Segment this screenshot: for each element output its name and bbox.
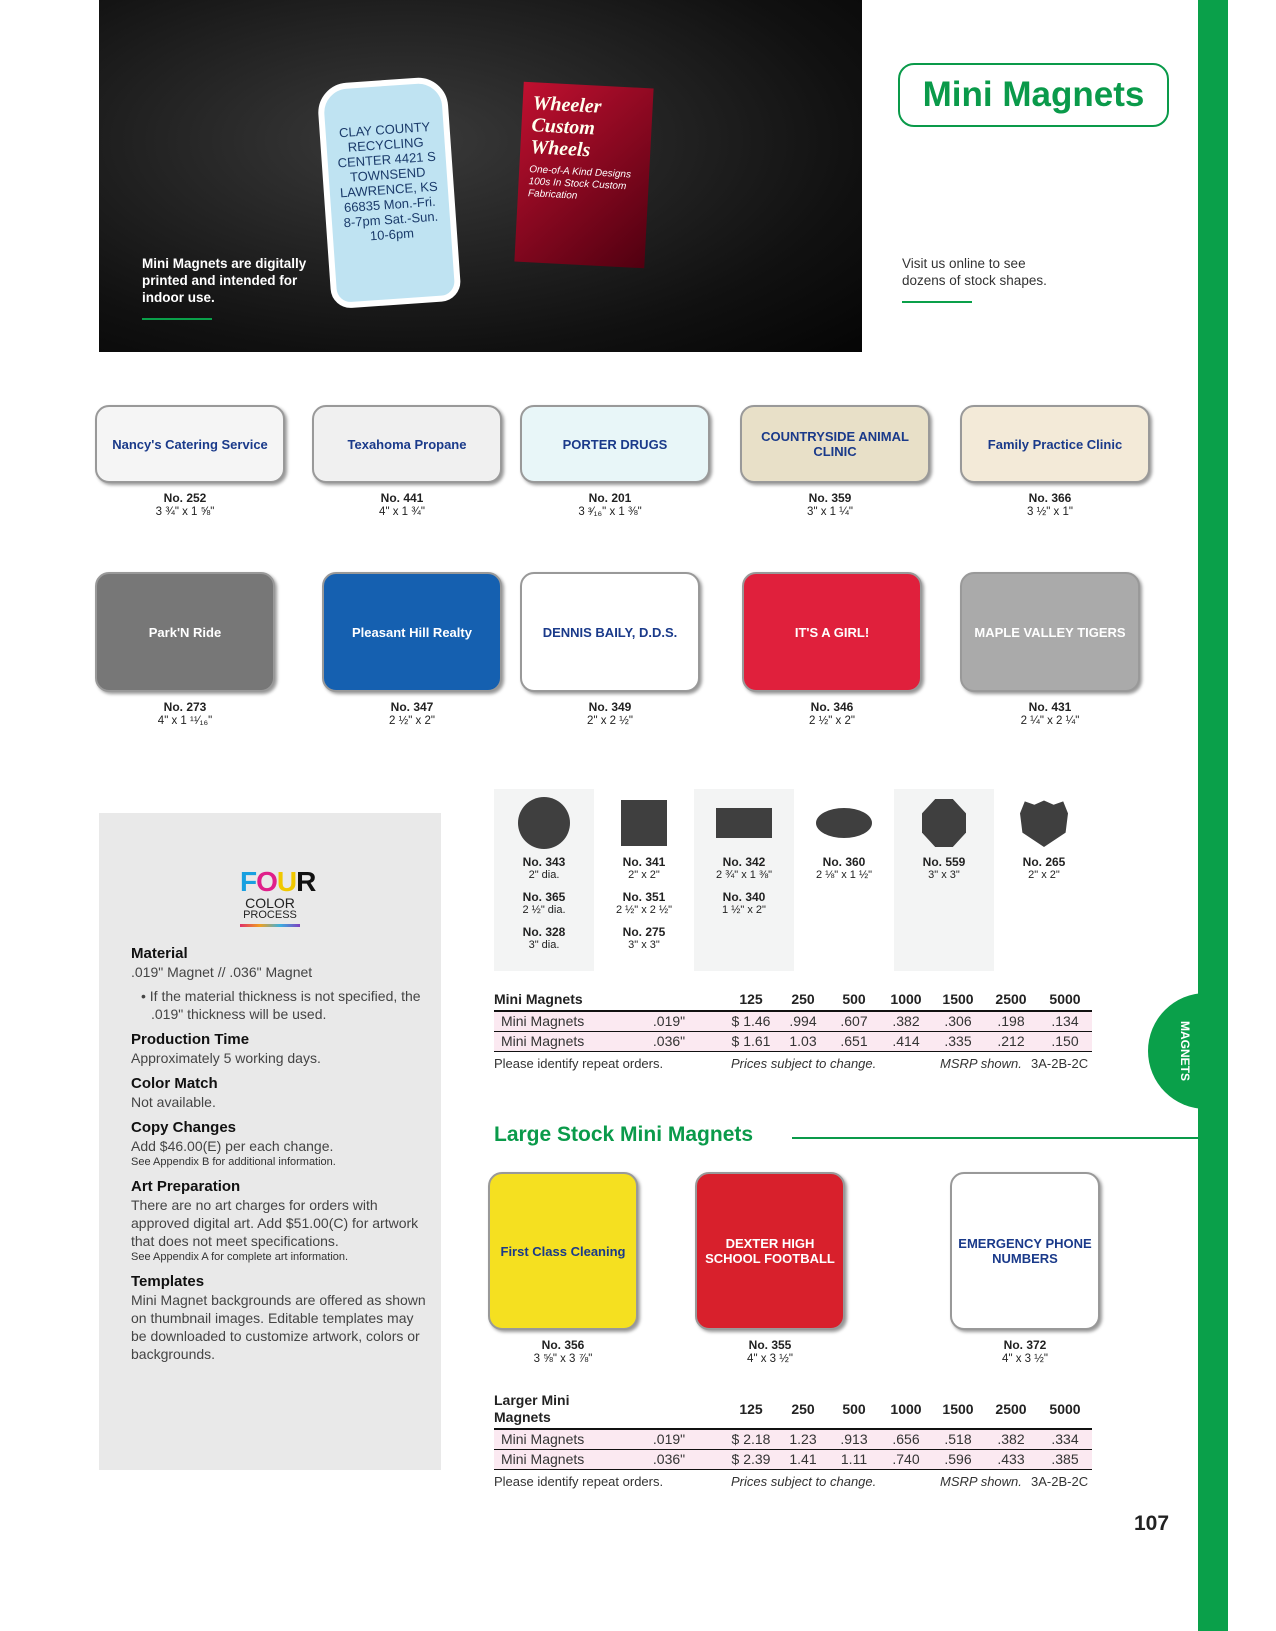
table-cell: .335	[932, 1032, 984, 1052]
product-image	[742, 572, 922, 692]
hero-caption	[142, 255, 307, 320]
logo-rainbow	[240, 924, 300, 927]
product-item[interactable]	[742, 572, 922, 728]
visit-note	[902, 255, 1072, 303]
product-size: 2" x 2 ½"	[587, 715, 633, 727]
column-header	[614, 1391, 724, 1429]
shape-4-icon	[922, 799, 966, 847]
column-header: 5000	[1038, 1391, 1092, 1429]
material-note: • If the material thickness is not specified, the .019" thickness will be used.	[141, 988, 421, 1022]
price-change-note: Prices subject to change.	[731, 1056, 877, 1071]
price-change-note: Prices subject to change.	[731, 1474, 877, 1489]
shape-column	[794, 789, 894, 971]
product-image-label: IT'S A GIRL!	[794, 624, 870, 640]
product-size: 4" x 1 ¾"	[379, 506, 425, 518]
product-image-label: Family Practice Clinic	[987, 436, 1123, 452]
logo-four: FOUR	[240, 866, 316, 897]
msrp-note: MSRP shown.	[940, 1474, 1022, 1489]
column-header: 2500	[984, 1391, 1038, 1429]
shape-list	[494, 855, 594, 952]
shape-list	[794, 855, 894, 882]
product-size: 3 ¾" x 1 ⅝"	[155, 506, 215, 518]
table-row	[494, 1450, 1092, 1470]
product-image	[950, 1172, 1100, 1330]
product-size: 3" x 1 ¼"	[807, 506, 853, 518]
table-cell: Mini Magnets	[494, 1450, 614, 1470]
column-header: 500	[828, 990, 880, 1011]
product-image-label: PORTER DRUGS	[562, 436, 668, 452]
product-image	[322, 572, 502, 692]
table-cell: Mini Magnets	[494, 1011, 614, 1032]
table-cell: .306	[932, 1011, 984, 1032]
caption-text: Mini Magnets are digitally printed and intended for indoor use.	[142, 256, 307, 305]
shape-item[interactable]	[994, 855, 1094, 882]
product-number: No. 252	[163, 491, 207, 505]
shape-number: No. 559	[922, 855, 966, 869]
column-header: 1000	[880, 990, 932, 1011]
product-number: No. 359	[808, 491, 852, 505]
material-heading: Material	[131, 945, 188, 962]
product-size: 3 ⅝" x 3 ⅞"	[533, 1353, 593, 1365]
shape-number: No. 365	[522, 890, 566, 904]
table-cell: .740	[880, 1450, 932, 1470]
table-row	[494, 1429, 1092, 1450]
column-header: 2500	[984, 990, 1038, 1011]
page-title: Mini Magnets	[898, 63, 1169, 127]
table-cell: .334	[1038, 1429, 1092, 1450]
product-number: No. 355	[748, 1338, 792, 1352]
product-number: No. 273	[163, 700, 207, 714]
section-tab-magnets[interactable]	[1148, 993, 1228, 1109]
shape-5-icon	[1020, 799, 1068, 847]
price-block-table1	[494, 990, 1092, 1074]
price-code: 3A-2B-2C	[1031, 1056, 1089, 1071]
column-header: 1500	[932, 990, 984, 1011]
product-image	[95, 405, 285, 483]
product-image-label: MAPLE VALLEY TIGERS	[974, 624, 1126, 640]
shape-item[interactable]	[894, 855, 994, 882]
column-header: 1000	[880, 1391, 932, 1429]
visit-text: Visit us online to see dozens of stock shapes.	[902, 256, 1047, 288]
product-item[interactable]	[960, 405, 1140, 519]
shape-column	[494, 789, 594, 971]
column-header: Mini Magnets	[494, 990, 614, 1011]
templates-heading: Templates	[131, 1273, 205, 1290]
column-header: 5000	[1038, 990, 1092, 1011]
column-header: 250	[778, 990, 828, 1011]
product-image	[740, 405, 930, 483]
shape-item[interactable]	[494, 925, 594, 952]
table-cell: $ 2.18	[724, 1429, 778, 1450]
shape-item[interactable]	[494, 855, 594, 882]
product-number: No. 349	[588, 700, 632, 714]
product-number: No. 201	[588, 491, 632, 505]
column-header: 500	[828, 1391, 880, 1429]
shape-item[interactable]	[594, 855, 694, 882]
shape-list	[894, 855, 994, 882]
price-table-table1	[494, 990, 1092, 1052]
sign-title: Wheeler Custom Wheels	[529, 92, 603, 162]
caption-rule	[142, 318, 212, 320]
product-image-label: EMERGENCY PHONE NUMBERS	[958, 1236, 1092, 1266]
product-item[interactable]	[473, 1172, 653, 1366]
shape-size: 3" x 3"	[628, 939, 660, 951]
table-cell: 1.41	[778, 1450, 828, 1470]
shape-size: 2 ⅛" x 1 ½"	[815, 869, 873, 881]
logo-color: COLOR	[245, 895, 295, 911]
shape-number: No. 340	[722, 890, 766, 904]
product-size: 2 ½" x 2"	[809, 715, 855, 727]
copy-changes-heading: Copy Changes	[131, 1119, 237, 1136]
specs-list	[131, 944, 431, 1363]
product-number: No. 372	[1003, 1338, 1047, 1352]
product-number: No. 441	[380, 491, 424, 505]
table-cell: .651	[828, 1032, 880, 1052]
sign-text: One-of-A Kind Designs 100s In Stock Custom Fabrication	[527, 164, 632, 202]
templates-text: Mini Magnet backgrounds are offered as shown on thumbnail images. Editable templates may be downloaded to customize artwork, colors or backgrounds.	[131, 1292, 426, 1362]
table-cell: .382	[880, 1011, 932, 1032]
table-row	[494, 1011, 1092, 1032]
shape-size: 2 ½" dia.	[522, 904, 566, 916]
table-cell: Mini Magnets	[494, 1429, 614, 1450]
table-cell: .913	[828, 1429, 880, 1450]
product-number: No. 347	[390, 700, 434, 714]
table-cell: .036"	[614, 1032, 724, 1052]
product-item[interactable]	[95, 572, 275, 728]
table-cell: .433	[984, 1450, 1038, 1470]
shape-item[interactable]	[594, 925, 694, 952]
column-header: Larger Mini Magnets	[494, 1391, 614, 1429]
table-cell: $ 1.46	[724, 1011, 778, 1032]
column-header: 1500	[932, 1391, 984, 1429]
shape-column	[694, 789, 794, 971]
product-image	[520, 572, 700, 692]
shape-2-icon	[716, 808, 772, 838]
table-cell: .656	[880, 1429, 932, 1450]
table-cell: .134	[1038, 1011, 1092, 1032]
material-text: .019" Magnet // .036" Magnet	[131, 964, 313, 980]
large-section-title: Large Stock Mini Magnets	[494, 1123, 754, 1146]
shape-number: No. 328	[522, 925, 566, 939]
large-section-rule	[792, 1137, 1198, 1139]
product-size: 3 ½" x 1"	[1027, 506, 1073, 518]
table-cell: 1.03	[778, 1032, 828, 1052]
page-number: 107	[1134, 1512, 1170, 1535]
product-item[interactable]	[935, 1172, 1115, 1366]
column-header: 125	[724, 990, 778, 1011]
column-header	[614, 990, 724, 1011]
visit-rule	[902, 301, 972, 303]
product-image	[95, 572, 275, 692]
repeat-orders-note: Please identify repeat orders.	[494, 1056, 664, 1071]
product-size: 2 ½" x 2"	[389, 715, 435, 727]
shape-size: 3" x 3"	[928, 869, 960, 881]
side-color-bar	[1198, 0, 1228, 1631]
shape-number: No. 341	[622, 855, 666, 869]
product-number: No. 346	[810, 700, 854, 714]
product-item[interactable]	[322, 572, 502, 728]
shape-size: 1 ½" x 2"	[722, 904, 766, 916]
product-image-label: Pleasant Hill Realty	[352, 624, 472, 640]
production-heading: Production Time	[131, 1031, 250, 1048]
shape-size: 2 ¾" x 1 ⅜"	[715, 869, 773, 881]
product-image-label: DENNIS BAILY, D.D.S.	[542, 624, 678, 640]
product-size: 4" x 1 ¹¹⁄₁₆"	[157, 715, 213, 727]
product-image-label: Park'N Ride	[148, 624, 222, 640]
table-note	[494, 1056, 1092, 1074]
shape-number: No. 343	[522, 855, 566, 869]
can-magnet-image: CLAY COUNTY RECYCLING CENTER 4421 S TOWNSEND LAWRENCE, KS 66835 Mon.-Fri. 8-7pm Sat.-Sun. 10-6pm	[316, 76, 461, 310]
table-cell: $ 2.39	[724, 1450, 778, 1470]
product-image	[960, 405, 1150, 483]
color-match-text: Not available.	[131, 1094, 216, 1110]
product-number: No. 431	[1028, 700, 1072, 714]
shape-number: No. 351	[622, 890, 666, 904]
shape-number: No. 342	[722, 855, 766, 869]
column-header: 250	[778, 1391, 828, 1429]
price-code: 3A-2B-2C	[1031, 1474, 1089, 1489]
product-size: 3 ³⁄₁₆" x 1 ⅜"	[578, 506, 642, 518]
product-image	[312, 405, 502, 483]
shape-item[interactable]	[794, 855, 894, 882]
table-cell: $ 1.61	[724, 1032, 778, 1052]
msrp-note: MSRP shown.	[940, 1056, 1022, 1071]
logo-process: PROCESS	[243, 909, 297, 921]
product-size: 2 ¼" x 2 ¼"	[1020, 715, 1080, 727]
product-image	[520, 405, 710, 483]
wheels-magnet-image	[514, 82, 653, 269]
product-item[interactable]	[960, 572, 1140, 728]
art-prep-heading: Art Preparation	[131, 1178, 241, 1195]
shape-item[interactable]	[594, 890, 694, 917]
table-cell: .382	[984, 1429, 1038, 1450]
table-row	[494, 1032, 1092, 1052]
price-table-table2	[494, 1391, 1092, 1470]
product-item[interactable]	[312, 405, 492, 519]
table-cell: .994	[778, 1011, 828, 1032]
product-image	[960, 572, 1140, 692]
table-cell: Mini Magnets	[494, 1032, 614, 1052]
product-size: 4" x 3 ½"	[747, 1353, 793, 1365]
shape-item[interactable]	[694, 855, 794, 882]
product-image-label: First Class Cleaning	[500, 1243, 626, 1259]
art-prep-note: See Appendix A for complete art information.	[131, 1251, 349, 1263]
table-cell: .607	[828, 1011, 880, 1032]
shape-number: No. 275	[622, 925, 666, 939]
section-tab-label: MAGNETS	[1178, 1021, 1192, 1081]
shape-list	[694, 855, 794, 917]
product-image	[488, 1172, 638, 1330]
column-header: 125	[724, 1391, 778, 1429]
product-number: No. 356	[541, 1338, 585, 1352]
table-cell: 1.11	[828, 1450, 880, 1470]
product-item[interactable]	[740, 405, 920, 519]
product-item[interactable]	[520, 572, 700, 728]
product-image-label: Nancy's Catering Service	[112, 436, 268, 452]
table-cell: .518	[932, 1429, 984, 1450]
shape-size: 2" x 2"	[1028, 869, 1060, 881]
shape-column	[894, 789, 994, 971]
table-cell: .385	[1038, 1450, 1092, 1470]
shape-column	[594, 789, 694, 971]
shape-column	[994, 789, 1094, 971]
copy-changes-note: See Appendix B for additional information.	[131, 1156, 336, 1168]
shape-size: 3" dia.	[528, 939, 560, 951]
shape-3-icon	[816, 808, 872, 838]
shape-number: No. 265	[1022, 855, 1066, 869]
price-block-table2	[494, 1391, 1092, 1492]
table-cell: .198	[984, 1011, 1038, 1032]
shape-0-icon	[518, 797, 570, 849]
product-number: No. 366	[1028, 491, 1072, 505]
table-cell: .212	[984, 1032, 1038, 1052]
shape-number: No. 360	[822, 855, 866, 869]
art-prep-text: There are no art charges for orders with approved digital art. Add $51.00(C) for artwork that does not meet specifications.	[131, 1197, 419, 1249]
shape-size: 2" x 2"	[628, 869, 660, 881]
shape-item[interactable]	[694, 890, 794, 917]
table-cell: .019"	[614, 1011, 724, 1032]
table-note	[494, 1474, 1092, 1492]
shape-size: 2 ½" x 2 ½"	[615, 904, 673, 916]
repeat-orders-note: Please identify repeat orders.	[494, 1474, 664, 1489]
product-item[interactable]	[520, 405, 700, 519]
shape-1-icon	[621, 800, 667, 846]
table-cell: .019"	[614, 1429, 724, 1450]
production-text: Approximately 5 working days.	[131, 1050, 321, 1066]
shape-list	[594, 855, 694, 952]
table-cell: .036"	[614, 1450, 724, 1470]
product-image	[695, 1172, 845, 1330]
shape-size: 2" dia.	[528, 869, 560, 881]
table-cell: .596	[932, 1450, 984, 1470]
copy-changes-text: Add $46.00(E) per each change.	[131, 1138, 334, 1154]
four-color-process-logo	[240, 866, 316, 927]
table-cell: .150	[1038, 1032, 1092, 1052]
shape-item[interactable]	[494, 890, 594, 917]
shape-list	[994, 855, 1094, 882]
product-image-label: Texahoma Propane	[347, 436, 467, 452]
product-image-label: DEXTER HIGH SCHOOL FOOTBALL	[705, 1236, 835, 1266]
table-cell: 1.23	[778, 1429, 828, 1450]
color-match-heading: Color Match	[131, 1075, 218, 1092]
product-image-label: COUNTRYSIDE ANIMAL CLINIC	[761, 429, 909, 459]
table-cell: .414	[880, 1032, 932, 1052]
product-item[interactable]	[95, 405, 275, 519]
product-size: 4" x 3 ½"	[1002, 1353, 1048, 1365]
product-item[interactable]	[680, 1172, 860, 1366]
